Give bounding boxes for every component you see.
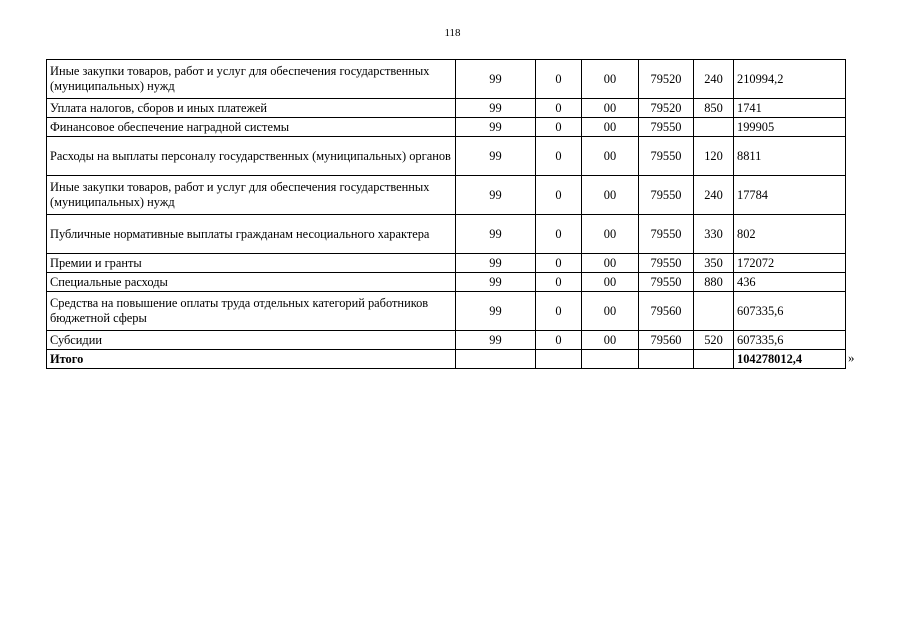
row-sum: 8811: [734, 137, 846, 176]
table-row: [47, 137, 846, 176]
table-row: [47, 99, 846, 118]
row-code-2: 0: [536, 118, 582, 137]
total-row: [47, 350, 846, 369]
row-code-2: 0: [536, 331, 582, 350]
page-number: 118: [444, 27, 461, 39]
table-row: [47, 176, 846, 215]
row-name: Публичные нормативные выплаты гражданам несоциального характера: [47, 215, 456, 254]
row-sum: 17784: [734, 176, 846, 215]
row-code-5: 350: [694, 254, 734, 273]
row-code-3: 00: [582, 215, 639, 254]
row-code-4: 79550: [639, 215, 694, 254]
row-sum: 172072: [734, 254, 846, 273]
row-code-1: 99: [456, 331, 536, 350]
table-row: [47, 254, 846, 273]
row-name: Уплата налогов, сборов и иных платежей: [47, 99, 456, 118]
row-code-4: 79550: [639, 137, 694, 176]
row-code-1: 99: [456, 176, 536, 215]
row-code-1: 99: [456, 254, 536, 273]
row-code-5: 240: [694, 60, 734, 99]
table-row: [47, 273, 846, 292]
row-code-3: 00: [582, 137, 639, 176]
row-code-5: 240: [694, 176, 734, 215]
row-sum: 607335,6: [734, 331, 846, 350]
row-code-1: 99: [456, 215, 536, 254]
table-row: [47, 118, 846, 137]
row-code-4: 79550: [639, 176, 694, 215]
row-code-3: 00: [582, 331, 639, 350]
row-code-2: 0: [536, 99, 582, 118]
row-code-5: 880: [694, 273, 734, 292]
row-code-3: 00: [582, 60, 639, 99]
row-code-5: 850: [694, 99, 734, 118]
row-name: Иные закупки товаров, работ и услуг для обеспечения государственных (муниципальных) нужд: [47, 60, 456, 99]
row-sum: 1741: [734, 99, 846, 118]
table-row: [47, 292, 846, 331]
row-name: Средства на повышение оплаты труда отдельных категорий работников бюджетной сферы: [47, 292, 456, 331]
row-code-4: 79550: [639, 273, 694, 292]
row-name: Специальные расходы: [47, 273, 456, 292]
row-code-5: [694, 292, 734, 331]
row-code-3: 00: [582, 118, 639, 137]
total-empty-cell: [639, 350, 694, 369]
row-code-3: 00: [582, 176, 639, 215]
row-code-2: 0: [536, 292, 582, 331]
table-row: [47, 60, 846, 99]
row-code-1: 99: [456, 60, 536, 99]
total-sum: 104278012,4: [734, 350, 846, 369]
row-code-2: 0: [536, 254, 582, 273]
row-name: Иные закупки товаров, работ и услуг для обеспечения государственных (муниципальных) нужд: [47, 176, 456, 215]
row-code-2: 0: [536, 60, 582, 99]
row-sum: 607335,6: [734, 292, 846, 331]
row-code-3: 00: [582, 99, 639, 118]
closing-quote-mark: »: [848, 350, 855, 365]
row-code-4: 79520: [639, 99, 694, 118]
row-code-2: 0: [536, 176, 582, 215]
row-code-1: 99: [456, 137, 536, 176]
row-code-4: 79520: [639, 60, 694, 99]
total-empty-cell: [582, 350, 639, 369]
row-code-5: [694, 118, 734, 137]
total-label: Итого: [47, 350, 456, 369]
row-code-5: 330: [694, 215, 734, 254]
row-code-4: 79550: [639, 254, 694, 273]
row-code-2: 0: [536, 137, 582, 176]
row-sum: 210994,2: [734, 60, 846, 99]
row-code-2: 0: [536, 273, 582, 292]
total-empty-cell: [536, 350, 582, 369]
total-empty-cell: [694, 350, 734, 369]
total-empty-cell: [456, 350, 536, 369]
row-sum: 199905: [734, 118, 846, 137]
table-row: [47, 331, 846, 350]
row-sum: 436: [734, 273, 846, 292]
budget-table: [46, 59, 846, 369]
row-name: Расходы на выплаты персоналу государственных (муниципальных) органов: [47, 137, 456, 176]
table-row: [47, 215, 846, 254]
row-name: Финансовое обеспечение наградной системы: [47, 118, 456, 137]
row-code-2: 0: [536, 215, 582, 254]
row-code-3: 00: [582, 254, 639, 273]
row-code-1: 99: [456, 273, 536, 292]
row-name: Премии и гранты: [47, 254, 456, 273]
row-code-1: 99: [456, 118, 536, 137]
row-code-5: 520: [694, 331, 734, 350]
row-code-1: 99: [456, 292, 536, 331]
row-code-4: 79550: [639, 118, 694, 137]
row-code-3: 00: [582, 273, 639, 292]
row-name: Субсидии: [47, 331, 456, 350]
row-code-4: 79560: [639, 331, 694, 350]
row-code-4: 79560: [639, 292, 694, 331]
row-code-1: 99: [456, 99, 536, 118]
row-code-3: 00: [582, 292, 639, 331]
row-sum: 802: [734, 215, 846, 254]
row-code-5: 120: [694, 137, 734, 176]
